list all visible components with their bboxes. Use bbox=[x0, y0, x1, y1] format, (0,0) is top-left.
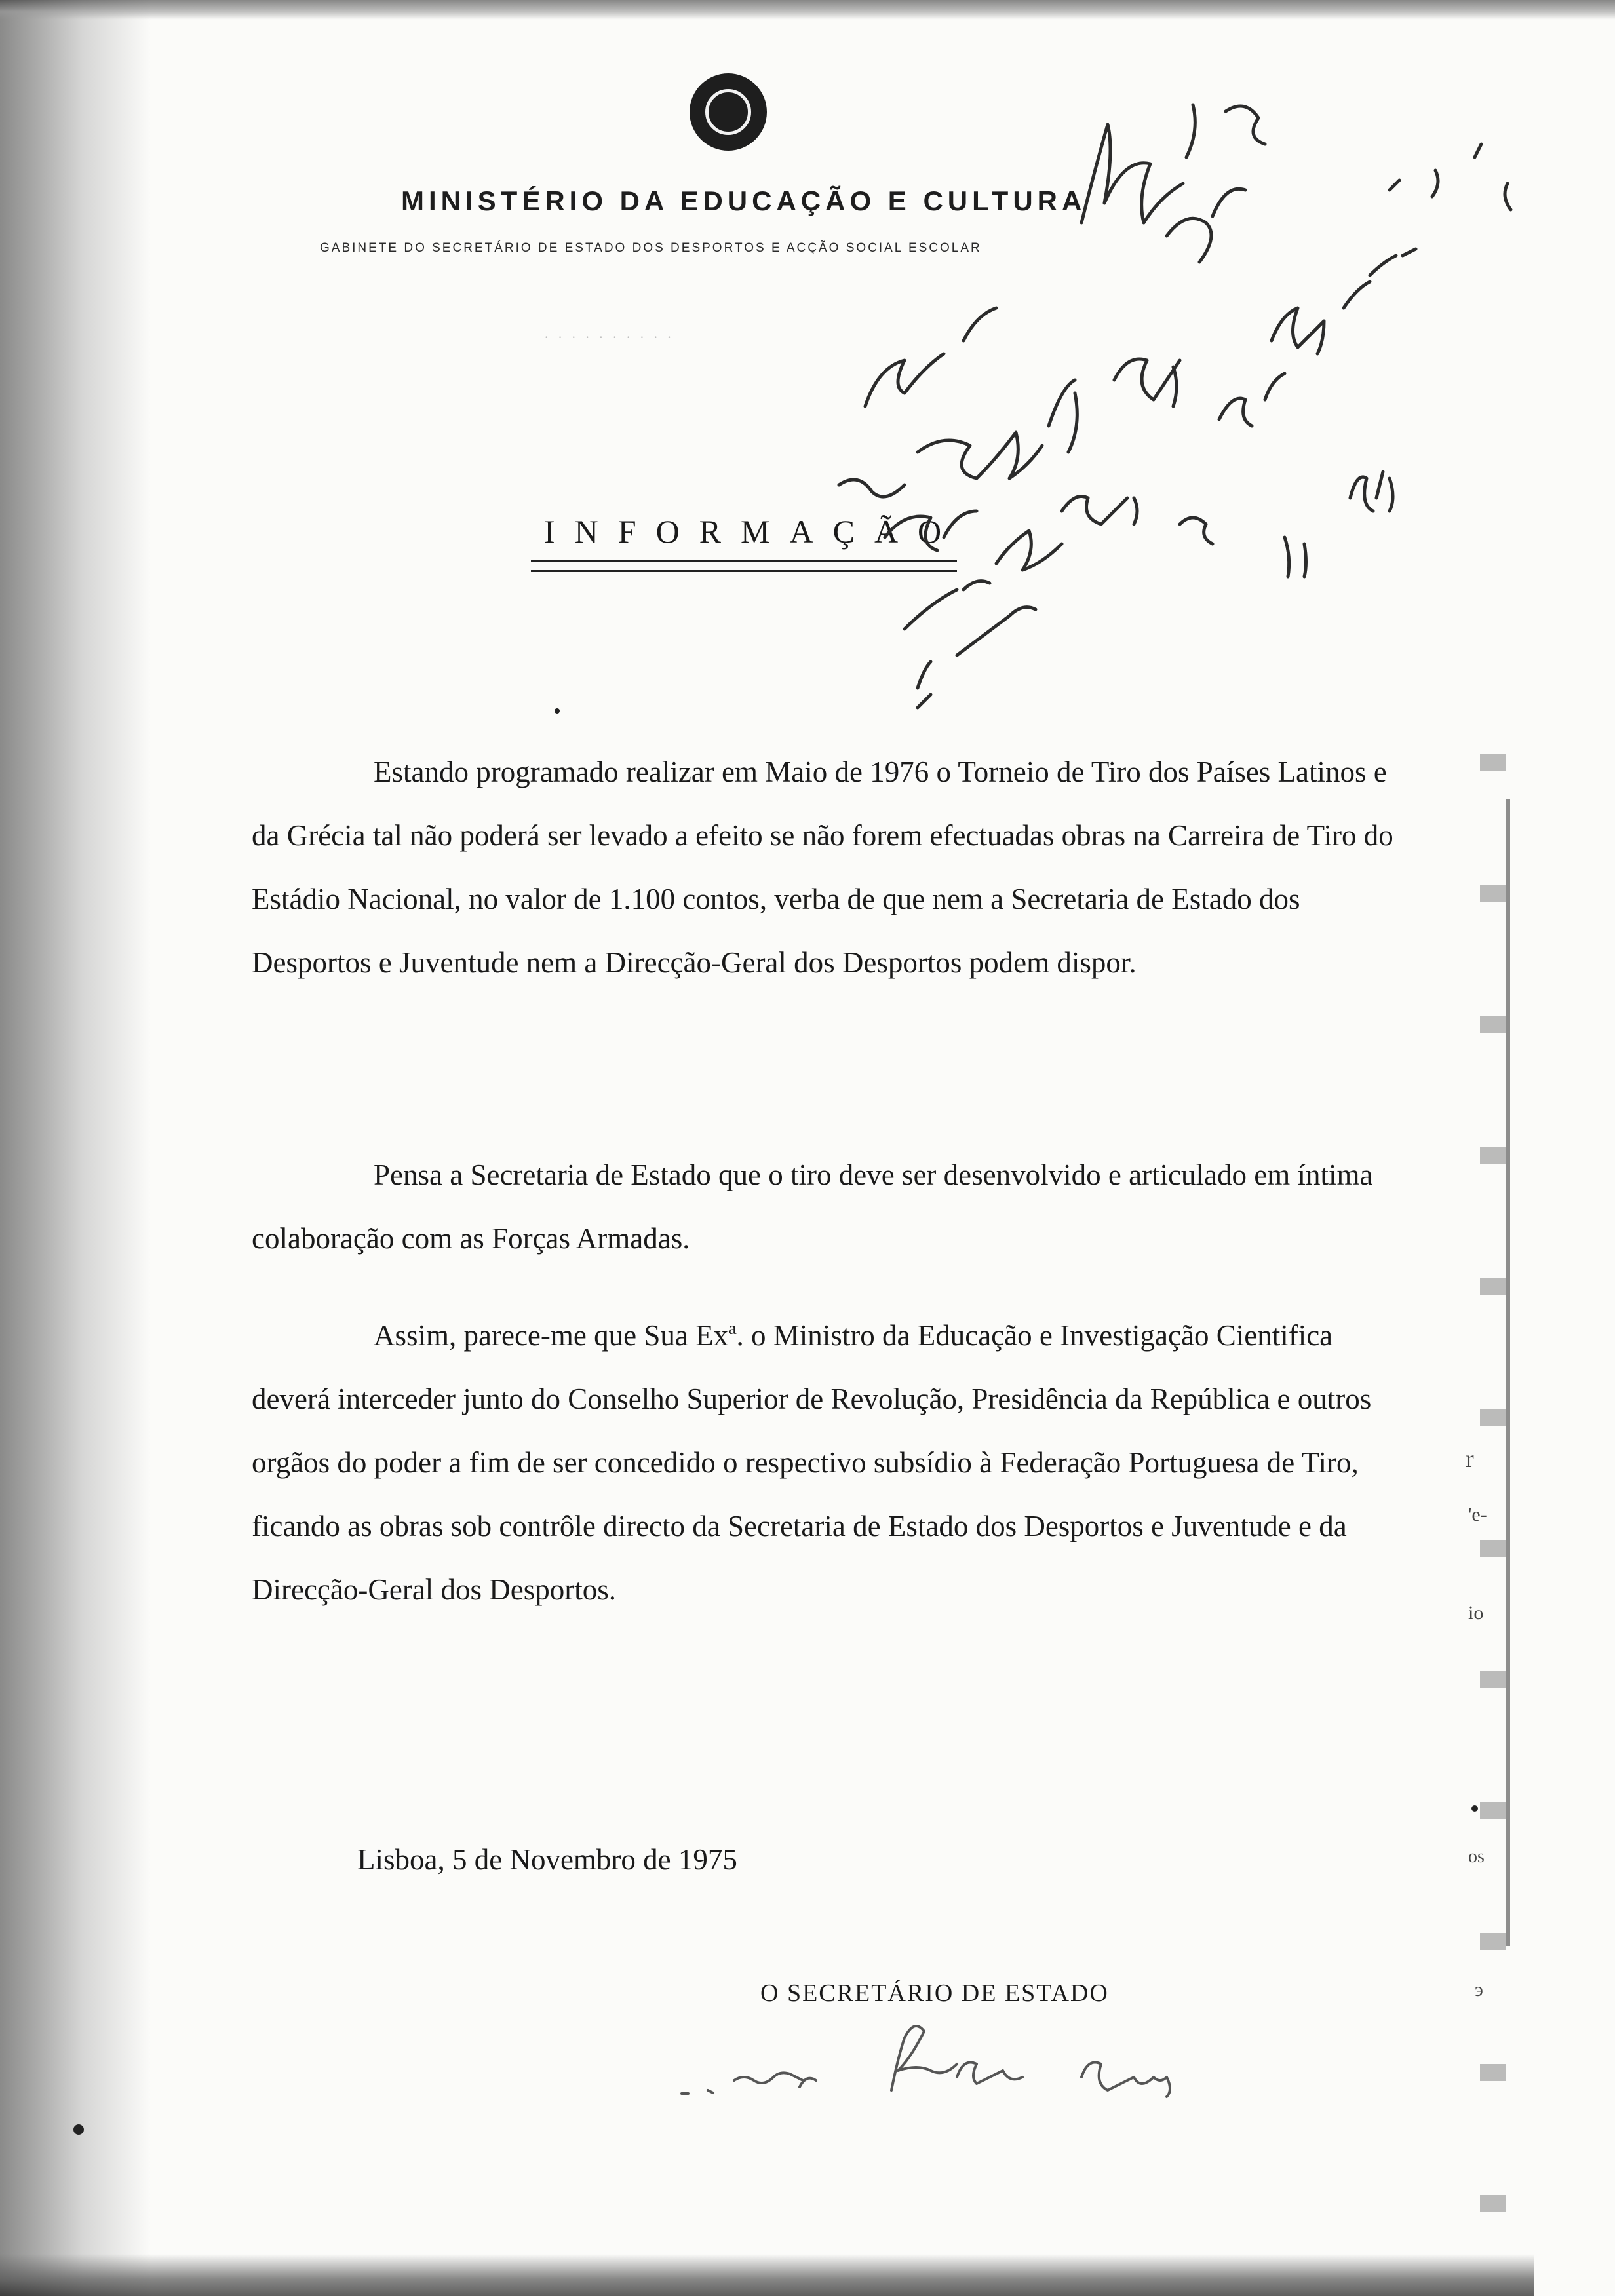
edge-fragment: r bbox=[1466, 1445, 1474, 1473]
edge-fragment: os bbox=[1468, 1846, 1485, 1867]
edge-fragment: э bbox=[1475, 1979, 1483, 2000]
handwritten-signature bbox=[682, 2026, 1170, 2097]
handwritten-annotation bbox=[839, 105, 1511, 708]
faded-reference-line: · · · · · · · · · · bbox=[544, 329, 674, 345]
signatory-title: O SECRETÁRIO DE ESTADO bbox=[760, 1980, 1109, 2007]
ink-specks bbox=[73, 708, 1478, 2135]
body-paragraph-3: Assim, parece-me que Sua Exª. o Ministro da Educação e Investigação Cientifica deverá interceder junto do Conselho Superior de Revolução, Presidência da República e outros orgãos do poder a fim de ser concedido o respectivo subsídio à Federação Portuguesa de Tiro, ficando as obras sob contrôle directo da Secretaria de Estado dos Desportos e Juventude e da Direcção-Geral dos Desportos. bbox=[252, 1319, 1372, 1606]
body-paragraph-1: Estando programado realizar em Maio de 1976 o Torneio de Tiro dos Países Latinos e da Grécia tal não poderá ser levado a efeito se não forem efectuadas obras na Carreira de Tiro do Estádio Nacional, no valor de 1.100 contos, verba de que nem a Secretaria de Estado dos Desportos e Juventude nem a Direcção-Geral dos Desportos podem dispor. bbox=[252, 756, 1393, 979]
place-and-date: Lisboa, 5 de Novembro de 1975 bbox=[357, 1843, 737, 1876]
edge-fragment: 'e- bbox=[1468, 1504, 1487, 1525]
body-paragraph-2: Pensa a Secretaria de Estado que o tiro deve ser desenvolvido e articulado em íntima colaboração com as Forças Armadas. bbox=[252, 1158, 1373, 1255]
ministry-name: MINISTÉRIO DA EDUCAÇÃO E CULTURA bbox=[401, 185, 1087, 216]
document-heading: INFORMAÇÃO bbox=[544, 513, 962, 550]
edge-fragment: io bbox=[1468, 1602, 1484, 1624]
cabinet-name: GABINETE DO SECRETÁRIO DE ESTADO DOS DESPORTOS E ACÇÃO SOCIAL ESCOLAR bbox=[320, 241, 982, 255]
